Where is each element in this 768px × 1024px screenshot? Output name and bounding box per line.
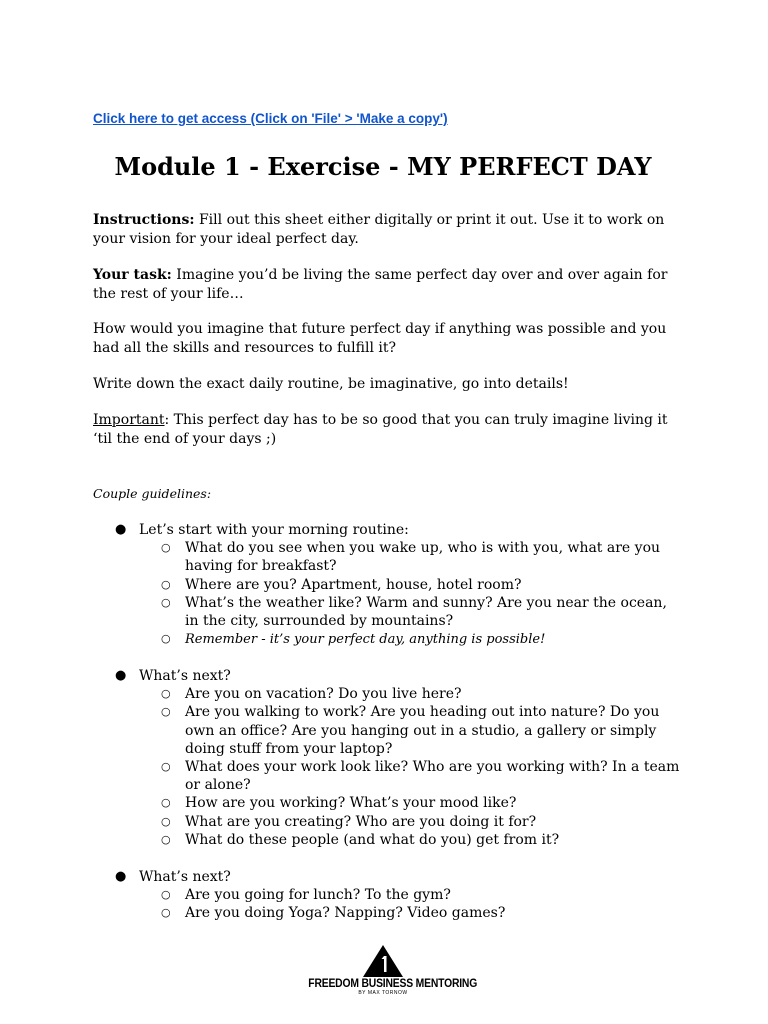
- bullet-item: [93, 667, 683, 685]
- bullet-dot-icon: ●: [115, 522, 127, 537]
- task-label: Your task:: [93, 267, 172, 283]
- logo-name: FREEDOM BUSINESS MENTORING: [308, 978, 478, 990]
- circle-bullet-icon: ○: [161, 760, 171, 774]
- sub-list-item: ○ Are you doing Yoga? Napping? Video games?: [161, 905, 506, 922]
- guideline-group-morning: [93, 521, 683, 649]
- circle-bullet-icon: ○: [161, 632, 171, 646]
- sub-list-item: ○ Are you walking to work? Are you heading out into nature? Do you own an office? Are you hanging out in a studio, a gallery or simply doing stuff from your laptop?: [161, 704, 660, 757]
- important-paragraph: [93, 411, 678, 449]
- sub-list: [93, 539, 683, 649]
- circle-bullet-icon: ○: [161, 687, 171, 701]
- instructions-label: Instructions:: [93, 212, 195, 228]
- bullet-item: [93, 868, 683, 886]
- bullet-text: What’s next?: [139, 668, 231, 684]
- guideline-group-next: [93, 667, 683, 849]
- instructions-paragraph: [93, 211, 678, 249]
- sub-list-item: ○ What are you creating? Who are you doing it for?: [161, 813, 537, 830]
- circle-bullet-icon: ○: [161, 814, 171, 828]
- bullet-dot-icon: ●: [115, 668, 127, 683]
- task-text: Imagine you’d be living the same perfect day over and over again for the rest of your life…: [93, 267, 668, 302]
- sub-list-item: ○ How are you working? What’s your mood like?: [161, 795, 517, 812]
- bullet-text: What’s next?: [139, 869, 231, 885]
- circle-bullet-icon: ○: [161, 832, 171, 846]
- sub-list-item: ○ Where are you? Apartment, house, hotel room?: [161, 576, 522, 593]
- sub-list-item: ○ What do you see when you wake up, who is with you, what are you having for breakfast?: [161, 540, 661, 575]
- sub-list-item: ○ Are you on vacation? Do you live here?: [161, 686, 462, 703]
- bullet-dot-icon: ●: [115, 869, 127, 884]
- bullet-text: Let’s start with your morning routine:: [139, 522, 409, 538]
- question-paragraph: How would you imagine that future perfect day if anything was possible and you had all the skills and resources to fulfill it?: [93, 321, 667, 356]
- circle-bullet-icon: ○: [161, 888, 171, 902]
- get-access-link[interactable]: Click here to get access (Click on 'File' > 'Make a copy'): [93, 111, 448, 126]
- guideline-group-next-2: [93, 868, 683, 923]
- circle-bullet-icon: ○: [161, 705, 171, 719]
- circle-bullet-icon: ○: [161, 906, 171, 920]
- circle-bullet-icon: ○: [161, 796, 171, 810]
- important-text: : This perfect day has to be so good that you can truly imagine living it ‘til the end of your days ;): [93, 412, 668, 447]
- sub-list-item-reminder: ○ Remember - it’s your perfect day, anything is possible!: [161, 632, 546, 648]
- task-paragraph: [93, 266, 678, 304]
- sub-list-item: ○ What do these people (and what do you) get from it?: [161, 831, 560, 848]
- guidelines-heading: Couple guidelines:: [93, 486, 212, 501]
- circle-bullet-icon: ○: [161, 541, 171, 555]
- page-title: Module 1 - Exercise - MY PERFECT DAY: [114, 152, 652, 181]
- mountain-logo-icon: [362, 944, 404, 978]
- routine-paragraph: Write down the exact daily routine, be imaginative, go into details!: [93, 376, 569, 392]
- bullet-item: [93, 521, 683, 539]
- sub-list: [93, 886, 683, 922]
- logo-byline: BY MAX TORNOW: [358, 990, 408, 996]
- footer-logo: [300, 944, 478, 996]
- sub-list: [93, 685, 683, 849]
- sub-list-item: ○ What does your work look like? Who are you working with? In a team or alone?: [161, 759, 680, 794]
- circle-bullet-icon: ○: [161, 577, 171, 591]
- sub-list-item: ○ What’s the weather like? Warm and sunny? Are you near the ocean, in the city, surrounded by mountains?: [161, 594, 667, 630]
- sub-list-item: ○ Are you going for lunch? To the gym?: [161, 887, 451, 904]
- instructions-text: Fill out this sheet either digitally or print it out. Use it to work on your vision for your ideal perfect day.: [93, 212, 665, 247]
- important-label: Important: [93, 412, 165, 428]
- circle-bullet-icon: ○: [161, 595, 171, 609]
